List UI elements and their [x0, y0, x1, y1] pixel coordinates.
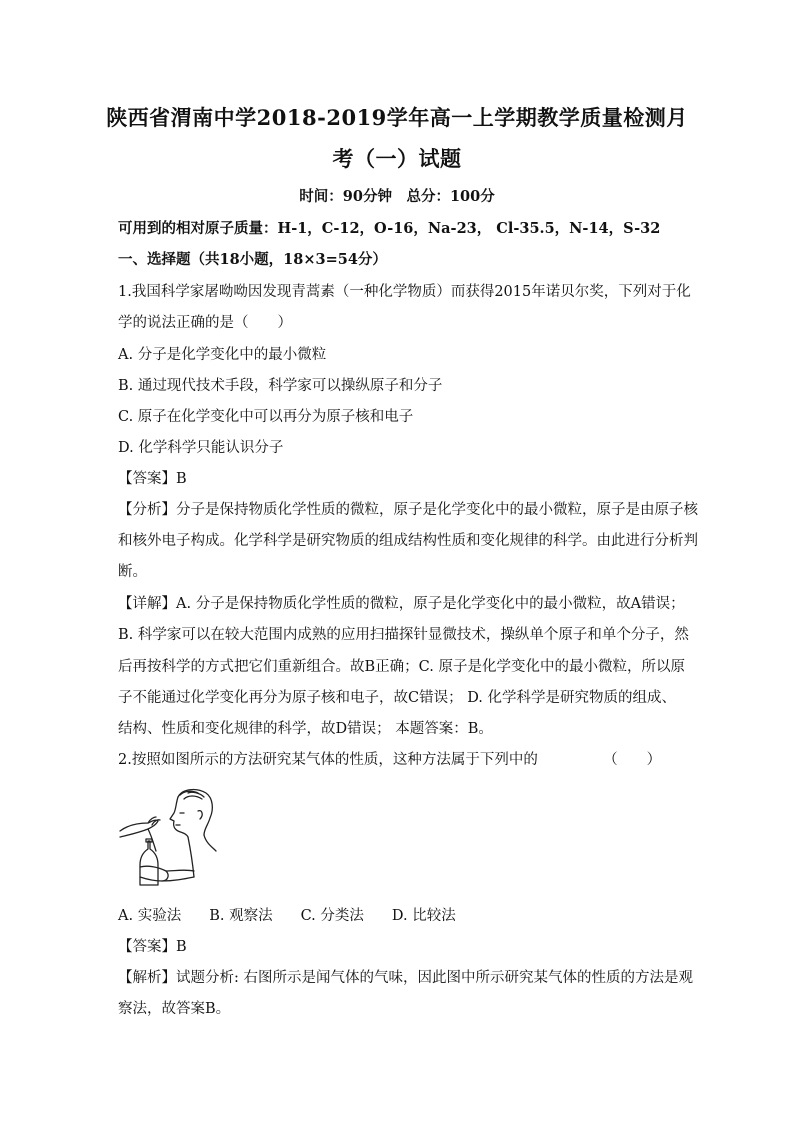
section-heading: 一、选择题（共18小题，18×3=54分） — [118, 251, 387, 268]
q1-detail-line3: 后再按科学的方式把它们重新组合。故B正确；C. 原子是化学变化中的最小微粒，所以原 — [118, 659, 685, 675]
q1-detail-line1: 【详解】A. 分子是保持物质化学性质的微粒，原子是化学变化中的最小微粒，故A错误； — [118, 596, 685, 612]
q2-analysis-line1: 【解析】试题分析: 右图所示是闻气体的气味，因此图中所示研究某气体的性质的方法是观 — [118, 970, 693, 986]
q2-option-c: C. 分类法 — [300, 908, 364, 924]
q2-option-d: D. 比较法 — [391, 908, 456, 924]
q1-option-b: B. 通过现代技术手段，科学家可以操纵原子和分子 — [118, 378, 443, 394]
q2-analysis-line2: 察法，故答案B。 — [118, 1001, 231, 1017]
q1-analysis-line2: 和核外电子构成。化学科学是研究物质的组成结构性质和变化规律的科学。由此进行分析判 — [118, 533, 698, 549]
q1-option-d: D. 化学科学只能认识分子 — [118, 440, 284, 456]
q2-options — [118, 904, 484, 925]
q1-stem-line1: 1.我国科学家屠呦呦因发现青蒿素（一种化学物质）而获得2015年诺贝尔奖，下列对于化 — [118, 284, 691, 300]
q2-option-a: A. 实验法 — [118, 908, 182, 924]
q1-option-a: A. 分子是化学变化中的最小微粒 — [118, 347, 327, 363]
q1-detail-line5: 结构、性质和变化规律的科学，故D错误； 本题答案：B。 — [118, 721, 493, 737]
smelling-gas-illustration — [118, 785, 218, 890]
q1-option-c: C. 原子在化学变化中可以再分为原子核和电子 — [118, 409, 414, 425]
q2-answer: 【答案】B — [118, 939, 187, 955]
q1-analysis-line1: 【分析】分子是保持物质化学性质的微粒，原子是化学变化中的最小微粒，原子是由原子核 — [118, 502, 698, 518]
document-title-line2: 考（一）试题 — [332, 146, 462, 171]
q2-option-b: B. 观察法 — [209, 908, 273, 924]
q1-stem-line2: 学的说法正确的是（ ） — [118, 315, 292, 331]
atomic-mass-note: 可用到的相对原子质量：H-1，C-12，O-16，Na-23， Cl-35.5，N-14，S-32 — [118, 220, 661, 237]
q1-answer: 【答案】B — [118, 471, 187, 487]
q1-detail-line2: B. 科学家可以在较大范围内成熟的应用扫描探针显微技术，操纵单个原子和单个分子，然 — [118, 627, 689, 643]
document-title-line1: 陕西省渭南中学2018-2019学年高一上学期教学质量检测月 — [106, 105, 688, 130]
q1-analysis-line3: 断。 — [118, 564, 147, 580]
exam-time-score: 时间：90分钟 总分：100分 — [299, 188, 495, 205]
q1-detail-line4: 子不能通过化学变化再分为原子核和电子，故C错误； D. 化学科学是研究物质的组成、 — [118, 690, 677, 706]
q2-stem: 2.按照如图所示的方法研究某气体的性质，这种方法属于下列中的 （ ） — [118, 752, 662, 768]
